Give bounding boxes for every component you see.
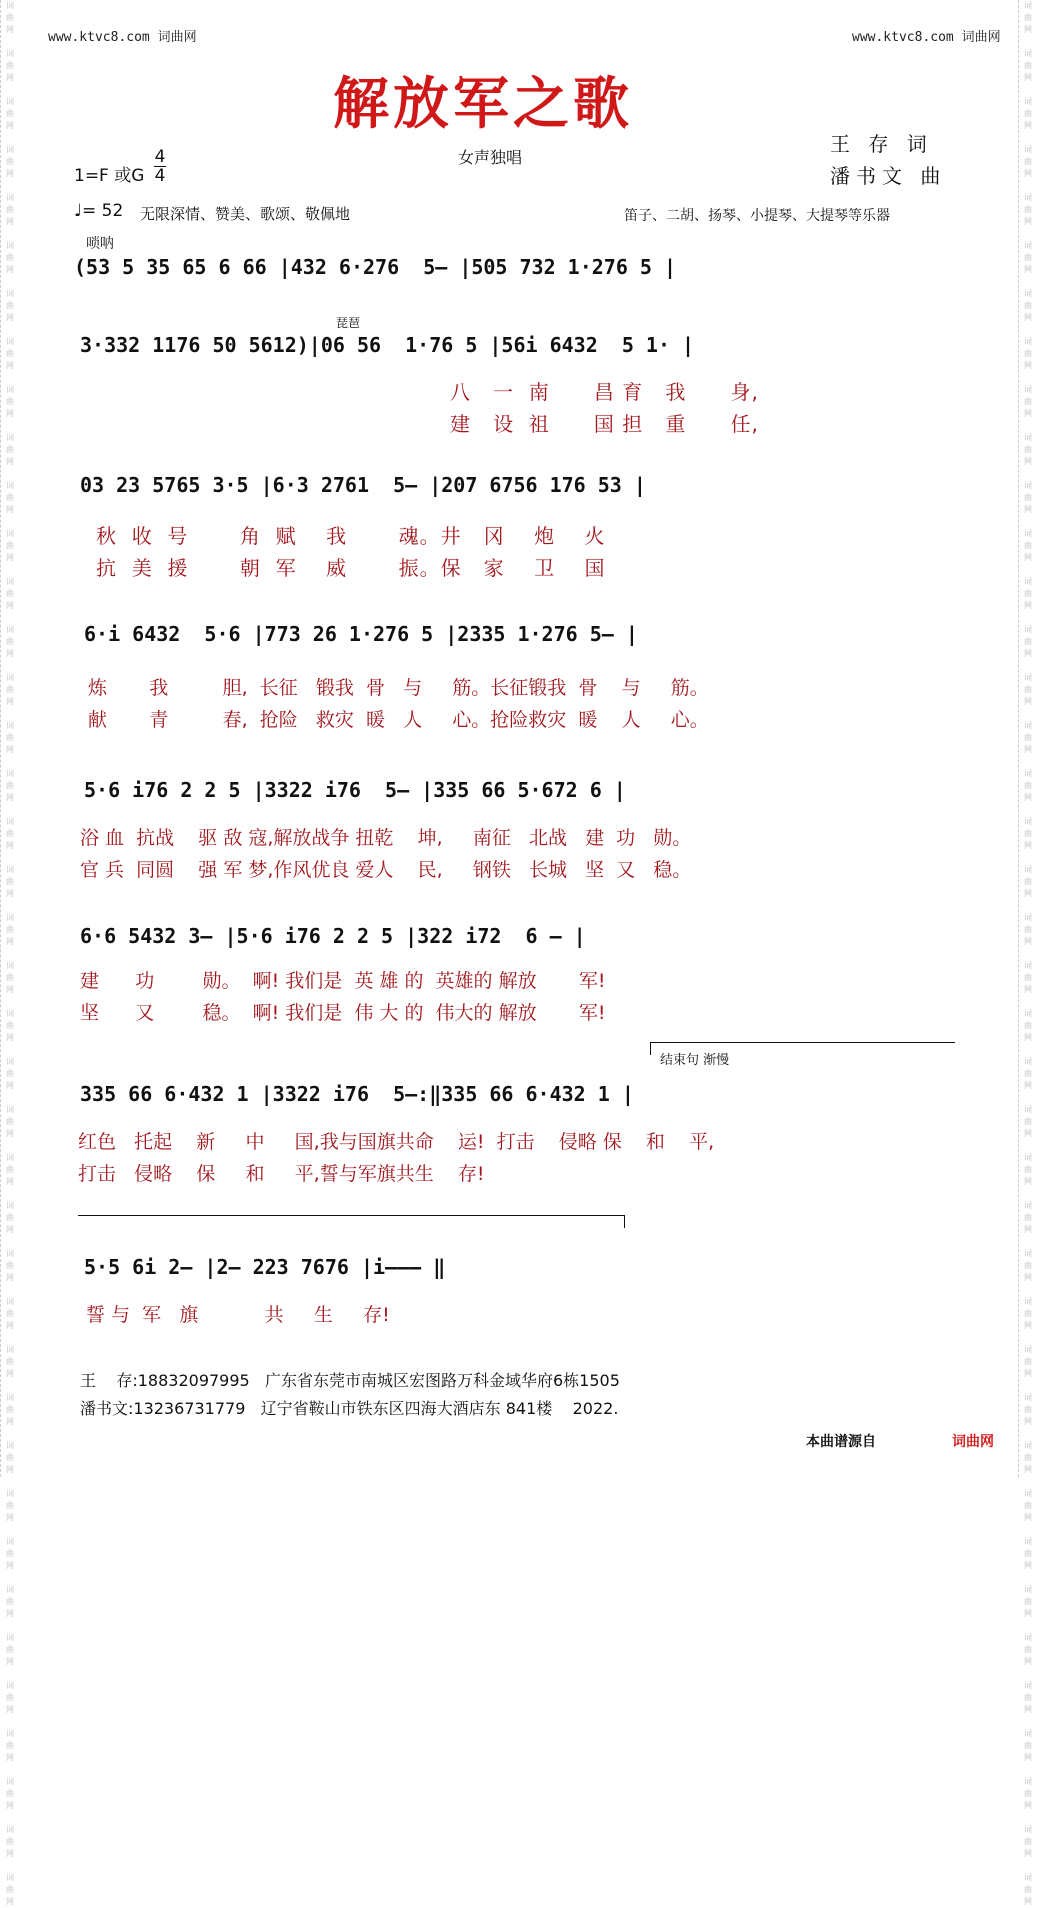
notation-system-2: 3·332 1176 50 5612)|06 56 1·76 5 |56i 6432 5 1· | <box>80 333 695 357</box>
subtitle: 女声独唱 <box>458 148 523 167</box>
contact-lyricist: 王 存:18832097995 广东省东莞市南城区宏图路万科金域华府6栋1505 <box>80 1371 620 1390</box>
lyric-line: 坚 又 稳。 啊! 我们是 伟 大 的 伟大的 解放 军! <box>80 1002 606 1024</box>
website-right: www.ktvc8.com 词曲网 <box>852 30 1001 45</box>
website-left: www.ktvc8.com 词曲网 <box>48 30 197 45</box>
notation-system-5: 5·6 i76 2 2 5 |3322 i76 5— |335 66 5·672 6 | <box>84 778 626 802</box>
contact-composer: 潘书文:13236731779 辽宁省鞍山市铁东区四海大酒店东 841楼 2022. <box>80 1399 619 1418</box>
suona-label: 唢呐 <box>86 236 114 252</box>
tempo: ♩= 52 <box>74 201 124 221</box>
ending-label: 结束句 渐慢 <box>660 1053 730 1068</box>
lyric-line: 浴 血 抗战 驱 敌 寇,解放战争 扭乾 坤, 南征 北战 建 功 勋。 <box>80 827 692 849</box>
lyric-line: 官 兵 同圆 强 军 梦,作风优良 爱人 民, 钢铁 长城 坚 又 稳。 <box>80 859 692 881</box>
notation-system-7: 335 66 6·432 1 |3322 i76 5—:‖335 66 6·432 1 | <box>80 1082 634 1106</box>
right-watermark-strip: 词 曲 网 词 曲 网 词 曲 网 词 曲 网 词 曲 网 词 曲 网 词 曲 网 词 曲 网 词 曲 网 词 曲 网 词 曲 网 词 曲 网 词 曲 网 词 曲 网 词 曲 网 词 曲 网 词 曲 网 词 曲 网 词 曲 网 词 曲 网 词 曲 网 词 曲 网 词 曲 网 词 曲 网 词 曲 网 词 曲 网 词 曲 网 词 曲 网 词 曲 网 词 曲 网 词 曲 网 词 曲 网 词 曲 网 词 曲 网 词 曲 网 词 曲 网 词 曲 网 词 曲 网 词 曲 网 词 曲 网 <box>1018 0 1037 1477</box>
time-bottom: 4 <box>154 166 166 186</box>
ending-bracket-2 <box>78 1215 625 1228</box>
notation-system-6: 6·6 5432 3— |5·6 i76 2 2 5 |322 i72 6 — | <box>80 924 586 948</box>
site-name: 词曲网 <box>952 1434 994 1450</box>
notation-system-1: (53 5 35 65 6 66 |432 6·276 5— |505 732 1·276 5 | <box>74 255 677 279</box>
lyric-line: 八 一 南 昌 育 我 身, <box>450 380 759 404</box>
lyric-line: 建 功 勋。 啊! 我们是 英 雄 的 英雄的 解放 军! <box>80 970 606 992</box>
ending-bracket <box>650 1042 955 1055</box>
expression: 无限深情、赞美、歌颂、敬佩地 <box>140 205 351 223</box>
lyric-line: 打击 侵略 保 和 平,誓与军旗共生 存! <box>78 1163 485 1185</box>
song-title: 解放军之歌 <box>333 72 633 137</box>
notation-system-3: 03 23 5765 3·5 |6·3 2761 5— |207 6756 176 53 | <box>80 473 646 497</box>
lyric-line: 红色 托起 新 中 国,我与国旗共命 运! 打击 侵略 保 和 平, <box>78 1131 715 1153</box>
notation-system-8: 5·5 6i 2— |2— 223 7676 |i——— ‖ <box>84 1255 446 1279</box>
lyric-line: 誓 与 军 旗 共 生 存! <box>86 1304 390 1326</box>
lyric-line: 建 设 祖 国 担 重 任, <box>450 412 759 436</box>
lyricist: 王 存 词 <box>830 132 933 156</box>
lyric-line: 秋 收 号 角 赋 我 魂。井 冈 炮 火 <box>96 524 606 548</box>
pipa-label: 琵琶 <box>336 316 361 330</box>
lyric-line: 献 青 春, 抢险 救灾 暖 人 心。抢险救灾 暖 人 心。 <box>88 709 709 731</box>
notation-system-4: 6·i 6432 5·6 |773 26 1·276 5 |2335 1·276 5— | <box>84 622 638 646</box>
source-label: 本曲谱源自 <box>806 1434 876 1450</box>
composer: 潘书文 曲 <box>830 164 947 188</box>
key-signature: 1=F 或G <box>74 166 145 186</box>
time-signature <box>154 148 166 185</box>
time-top: 4 <box>154 147 166 167</box>
lyric-line: 炼 我 胆, 长征 锻我 骨 与 筋。长征锻我 骨 与 筋。 <box>88 677 709 699</box>
lyric-line: 抗 美 援 朝 军 威 振。保 家 卫 国 <box>96 556 606 580</box>
left-watermark-strip: 词 曲 网 词 曲 网 词 曲 网 词 曲 网 词 曲 网 词 曲 网 词 曲 网 词 曲 网 词 曲 网 词 曲 网 词 曲 网 词 曲 网 词 曲 网 词 曲 网 词 曲 网 词 曲 网 词 曲 网 词 曲 网 词 曲 网 词 曲 网 词 曲 网 词 曲 网 词 曲 网 词 曲 网 词 曲 网 词 曲 网 词 曲 网 词 曲 网 词 曲 网 词 曲 网 词 曲 网 词 曲 网 词 曲 网 词 曲 网 词 曲 网 词 曲 网 词 曲 网 词 曲 网 词 曲 网 词 曲 网 <box>0 0 19 1477</box>
instruments: 笛子、二胡、扬琴、小提琴、大提琴等乐器 <box>624 208 890 224</box>
